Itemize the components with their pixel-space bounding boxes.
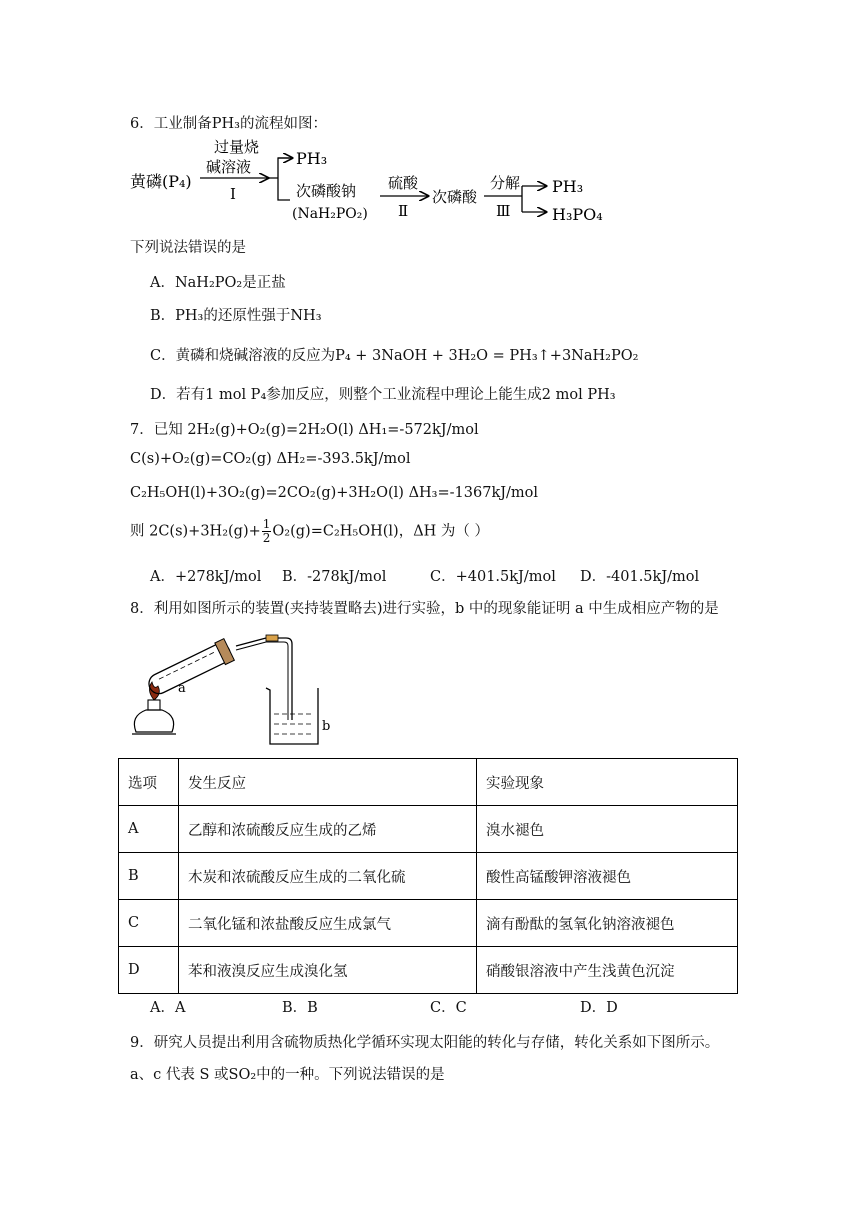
flow-step1-top2: 碱溶液	[206, 158, 252, 176]
q8-stem: 8．利用如图所示的装置(夹持装置略去)进行实验，b 中的现象能证明 a 中生成相应产物的是	[130, 601, 719, 617]
q6-stem: 6．工业制备PH₃的流程如图：	[130, 116, 327, 132]
q6-option-b: B．PH₃的还原性强于NH₃	[150, 308, 322, 324]
flow-start: 黄磷(P₄)	[130, 172, 192, 191]
q9-line1: 9．研究人员提出利用含硫物质热化学循环实现太阳能的转化与存储，转化关系如下图所示。	[130, 1035, 720, 1051]
alcohol-lamp	[134, 710, 173, 732]
flow-intermediate2: 次磷酸	[432, 188, 478, 206]
q6-option-d: D．若有1 mol P₄参加反应，则整个工业流程中理论上能生成2 mol PH₃	[150, 387, 616, 403]
cell-option: D	[119, 947, 179, 994]
flow-step1-label: Ⅰ	[230, 185, 236, 203]
flow-intermediate1: 次磷酸钠	[296, 182, 357, 200]
cell-option: B	[119, 853, 179, 900]
q7-line3: C₂H₅OH(l)+3O₂(g)=2CO₂(g)+3H₂O(l) ΔH₃=-1367kJ/mol	[130, 485, 539, 501]
cell-reaction: 木炭和浓硫酸反应生成的二氧化硫	[179, 853, 477, 900]
q7-line1: 7．已知 2H₂(g)+O₂(g)=2H₂O(l) ΔH₁=-572kJ/mol	[130, 422, 479, 438]
q8-options-table	[118, 758, 738, 994]
header-phenomenon: 实验现象	[477, 759, 738, 806]
label-a: a	[178, 681, 186, 696]
q7-line4-pre: 则 2C(s)+3H₂(g)+	[130, 523, 261, 540]
q7-line4	[130, 518, 489, 545]
flow-step1-top1: 过量烧	[214, 138, 260, 156]
cell-phenomenon: 酸性高锰酸钾溶液褪色	[477, 853, 738, 900]
q8-choice-c: C．C	[430, 1000, 467, 1016]
q6-flow-diagram	[126, 134, 626, 234]
q7-option-a: A．+278kJ/mol	[150, 569, 262, 585]
flow-product3: H₃PO₄	[552, 205, 603, 224]
q7-option-c: C．+401.5kJ/mol	[430, 569, 556, 585]
cell-reaction: 二氧化锰和浓盐酸反应生成氯气	[179, 900, 477, 947]
cell-option: C	[119, 900, 179, 947]
cell-option: A	[119, 806, 179, 853]
q8-choice-a: A．A	[150, 1000, 186, 1016]
q7-option-d: D．-401.5kJ/mol	[580, 569, 700, 585]
table-header-row	[119, 759, 738, 806]
table-row	[119, 853, 738, 900]
header-reaction: 发生反应	[179, 759, 477, 806]
q6-prompt: 下列说法错误的是	[130, 240, 246, 256]
cell-reaction: 苯和液溴反应生成溴化氢	[179, 947, 477, 994]
flow-intermediate1-formula: (NaH₂PO₂)	[292, 206, 368, 222]
q7-line4-post: O₂(g)=C₂H₅OH(l)，ΔH 为（ ）	[272, 523, 490, 540]
q8-choice-d: D．D	[580, 1000, 618, 1016]
cell-phenomenon: 滴有酚酞的氢氧化钠溶液褪色	[477, 900, 738, 947]
table-row	[119, 900, 738, 947]
flow-product1: PH₃	[296, 149, 328, 168]
flow-product2: PH₃	[552, 177, 584, 196]
table-row	[119, 947, 738, 994]
q8-choice-b: B．B	[282, 1000, 318, 1016]
q6-option-c: C．黄磷和烧碱溶液的反应为P₄ + 3NaOH + 3H₂O = PH₃↑+3NaH₂PO₂	[150, 348, 639, 364]
table-row	[119, 806, 738, 853]
flow-step3-top: 分解	[490, 174, 521, 192]
flow-branch-1	[268, 158, 290, 200]
apparatus-diagram	[126, 624, 346, 754]
flow-step2-top: 硫酸	[388, 174, 419, 192]
header-option: 选项	[119, 759, 179, 806]
delivery-tube	[236, 638, 292, 720]
q9-line2: a、c 代表 S 或SO₂中的一种。下列说法错误的是	[130, 1067, 445, 1083]
q6-option-a: A．NaH₂PO₂是正盐	[150, 275, 286, 291]
cell-reaction: 乙醇和浓硫酸反应生成的乙烯	[179, 806, 477, 853]
q7-fraction: $\frac{1}{2}$	[262, 517, 271, 545]
q7-option-b: B．-278kJ/mol	[282, 569, 387, 585]
flow-step3-label: Ⅲ	[496, 202, 511, 220]
flow-step2-label: Ⅱ	[398, 202, 409, 220]
cell-phenomenon: 硝酸银溶液中产生浅黄色沉淀	[477, 947, 738, 994]
q7-line2: C(s)+O₂(g)=CO₂(g) ΔH₂=-393.5kJ/mol	[130, 451, 411, 467]
flame-icon	[149, 682, 159, 700]
label-b: b	[322, 719, 331, 734]
cell-phenomenon: 溴水褪色	[477, 806, 738, 853]
